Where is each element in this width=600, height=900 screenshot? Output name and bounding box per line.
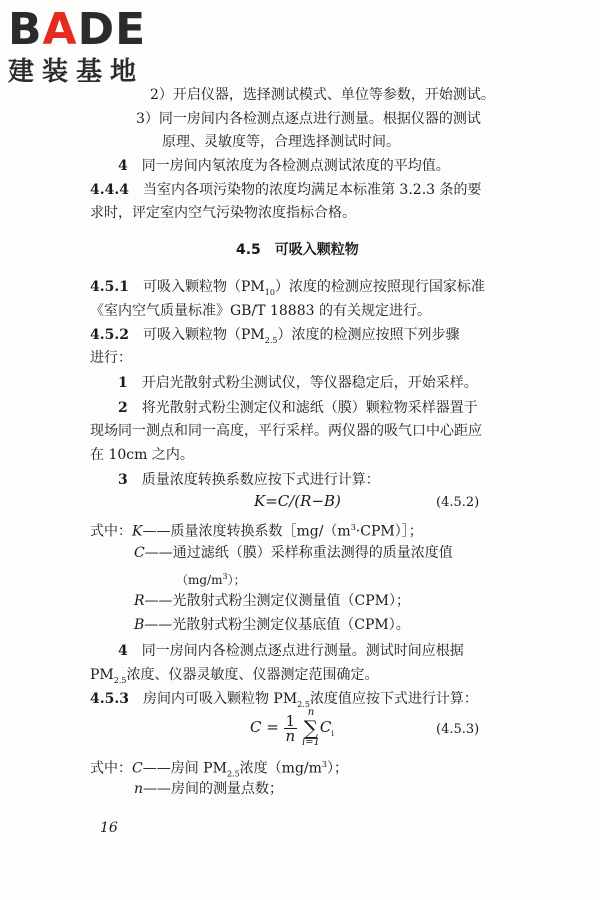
clause-text: 浓度值应按下式进行计算： [309, 691, 478, 707]
pm-text: PM [90, 667, 114, 683]
definition-text: ——质量浓度转换系数［mg/（m [142, 523, 351, 540]
text-line-19 [134, 590, 410, 612]
fraction-denominator: n [285, 726, 296, 745]
definition-text: ——通过滤纸（膜）采样称重法测得的质量浓度值 [144, 545, 453, 561]
logo-wordmark [8, 6, 178, 54]
sum-symbol: ∑ [303, 716, 319, 740]
equation-number-4-5-3: (4.5.3) [436, 722, 480, 737]
clause-number: 4.5.1 [90, 279, 129, 295]
text-line-14: 在 10cm 之内。 [90, 447, 194, 463]
equation-number-4-5-2: (4.5.2) [436, 495, 480, 510]
item-number: 4 [118, 643, 128, 659]
superscript: 3 [350, 523, 356, 532]
text-line-11 [118, 372, 478, 394]
definition-text: ——光散射式粉尘测定仪测量值（CPM）； [144, 593, 411, 609]
text-line-9 [90, 324, 459, 352]
text-line-3: 原理、灵敏度等，合理选择测试时间。 [162, 134, 400, 150]
equation-lhs: C = [250, 718, 279, 736]
item-text: 浓度、仪器灵敏度、仪器测定范围确定。 [126, 667, 379, 683]
text-line-5 [90, 179, 482, 201]
text-line-10: 进行： [90, 350, 132, 366]
sum-lower-limit: i=1 [301, 737, 320, 748]
superscript: 3 [222, 572, 228, 581]
item-number: 2 [118, 400, 128, 416]
variable-c: C [134, 545, 145, 561]
text-line-12 [118, 397, 478, 419]
text-line-1: 2）开启仪器，选择测试模式、单位等参数，开始测试。 [150, 87, 495, 103]
logo-subtitle: 建装基地 [8, 57, 145, 87]
unit-text: ）； [227, 573, 246, 587]
logo-letter-a: A [42, 4, 78, 55]
section-title: 4.5 可吸入颗粒物 [236, 242, 359, 258]
text-line-17 [134, 542, 453, 564]
clause-text: 当室内各项污染物的浓度均满足本标准第 3.2.3 条的要 [142, 182, 482, 198]
item-number: 3 [118, 472, 128, 488]
clause-text: 房间内可吸入颗粒物 PM [142, 691, 298, 707]
text-line-16 [90, 517, 423, 543]
summation [302, 708, 320, 748]
logo-letter-b: B [8, 4, 43, 55]
item-number: 1 [118, 375, 128, 391]
text-line-20 [134, 614, 410, 636]
unit-text: （mg/m [176, 573, 223, 587]
bade-logo [8, 6, 178, 92]
logo-letters-de: DE [77, 4, 147, 55]
clause-text: 可吸入颗粒物（PM [142, 279, 265, 295]
clause-text: ）浓度的检测应按照下列步骤 [277, 327, 460, 343]
text-line-13: 现场同一测点和同一高度，平行采样。两仪器的吸气口中心距应 [90, 423, 482, 439]
item-text: 开启光散射式粉尘测试仪，等仪器稳定后，开始采样。 [141, 375, 478, 391]
subscript: 2.5 [297, 699, 310, 709]
text-line-2: 3）同一房间内各检测点逐点进行测量。根据仪器的测试 [136, 111, 481, 127]
item-text: 同一房间内各检测点逐点进行测量。测试时间应根据 [141, 643, 464, 659]
sum-upper-limit: n [307, 707, 315, 718]
definition-text: 浓度（mg/m [239, 760, 322, 777]
page-number: 16 [100, 820, 118, 836]
clause-number: 4.5.3 [90, 691, 129, 707]
text-line-15 [118, 469, 380, 491]
variable-n: n [134, 781, 144, 797]
item-text: 将光散射式粉尘测定仪和滤纸（膜）颗粒物采样器置于 [141, 400, 478, 416]
text-line-8: 《室内空气质量标准》GB/T 18883 的有关规定进行。 [90, 303, 431, 319]
fraction-numerator: 1 [285, 711, 296, 730]
definition-text: ——房间的测量点数； [143, 781, 284, 797]
fraction [284, 711, 298, 745]
text-line-21 [118, 640, 464, 662]
item-text: 质量浓度转换系数应按下式进行计算： [141, 472, 380, 488]
variable-k: K [132, 523, 143, 540]
clause-text: 可吸入颗粒物（PM [142, 327, 265, 343]
variable-b: B [134, 617, 145, 633]
subscript: 10 [264, 287, 275, 297]
equation-4-5-2: K=C/(R−B) [254, 492, 341, 510]
item-text: 同一房间内氡浓度为各检测点测试浓度的平均值。 [141, 158, 450, 174]
equation-4-5-3 [250, 708, 334, 748]
sum-term: C [319, 718, 332, 736]
subscript: 2.5 [113, 675, 127, 685]
text-line-4 [118, 155, 450, 177]
variable-r: R [134, 593, 145, 609]
sum-term-index: i [331, 729, 334, 738]
clause-number: 4.4.4 [90, 182, 129, 198]
where-label: 式中： [90, 760, 132, 777]
subscript: 2.5 [226, 769, 240, 779]
definition-text: ）； [327, 760, 348, 777]
variable-c: C [132, 760, 143, 777]
clause-text: ）浓度的检测应按照现行国家标准 [274, 279, 485, 295]
subscript: 2.5 [264, 335, 278, 345]
item-number: 4 [118, 158, 128, 174]
clause-number: 4.5.2 [90, 327, 129, 343]
definition-text: ——光散射式粉尘测定仪基底值（CPM）。 [144, 617, 410, 633]
superscript: 3 [321, 760, 327, 769]
definition-text: ·CPM）］； [355, 523, 423, 540]
definition-text: ——房间 PM [142, 760, 227, 777]
text-line-18 [176, 566, 246, 591]
text-line-25 [134, 778, 283, 800]
where-label: 式中： [90, 523, 132, 540]
text-line-6: 求时，评定室内空气污染物浓度指标合格。 [90, 205, 356, 221]
